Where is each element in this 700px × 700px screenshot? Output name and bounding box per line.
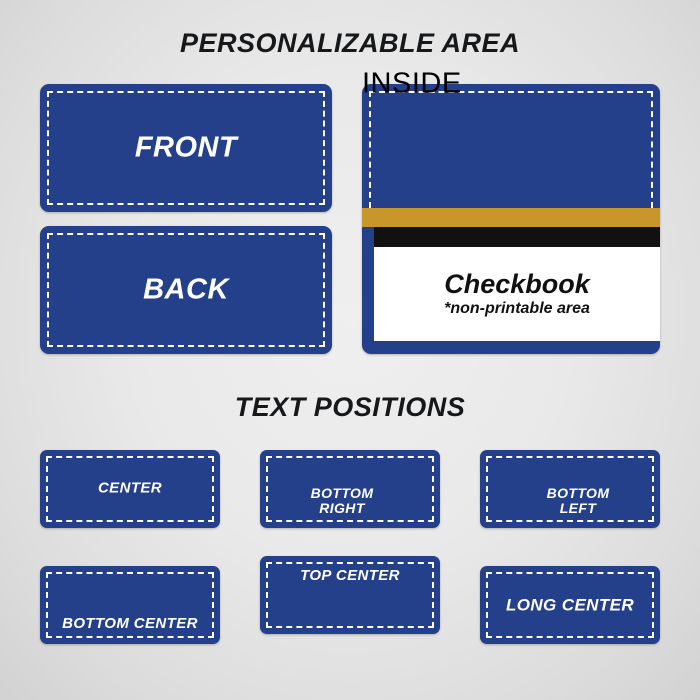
- text-position-top-center[interactable]: [260, 556, 440, 634]
- text-position-center[interactable]: [40, 450, 220, 528]
- text-position-bottom-left-label: BOTTOM LEFT: [546, 484, 610, 517]
- panel-front-label: FRONT: [134, 131, 238, 164]
- section-title-personalizable-area: PERSONALIZABLE AREA: [179, 28, 520, 58]
- text-position-long-center-label: LONG CENTER: [505, 595, 635, 615]
- checkbook-note: *non-printable area: [444, 300, 590, 318]
- text-position-bottom-right[interactable]: [260, 450, 440, 528]
- panel-back[interactable]: [40, 226, 332, 354]
- section-title-text-positions: TEXT POSITIONS: [234, 392, 466, 422]
- panel-back-label: BACK: [143, 273, 229, 306]
- text-position-bottom-center-label: BOTTOM CENTER: [62, 615, 198, 633]
- text-position-bottom-left[interactable]: [480, 450, 660, 528]
- gold-strip: [362, 208, 660, 227]
- text-position-top-center-label: TOP CENTER: [300, 567, 400, 584]
- text-position-bottom-center[interactable]: [40, 566, 220, 644]
- dashed-border-inside: [369, 91, 653, 208]
- panel-inside-top: [362, 67, 660, 208]
- panel-inside[interactable]: [362, 67, 660, 354]
- checkbook-title: Checkbook: [444, 268, 590, 299]
- checkbook-area: [374, 247, 660, 341]
- text-position-long-center[interactable]: [480, 566, 660, 644]
- text-position-center-label: CENTER: [97, 479, 163, 497]
- panel-inside-label: INSIDE: [362, 67, 462, 100]
- text-position-bottom-right-label: BOTTOM RIGHT: [310, 484, 374, 517]
- panel-front[interactable]: [40, 84, 332, 212]
- black-strip: [374, 227, 660, 247]
